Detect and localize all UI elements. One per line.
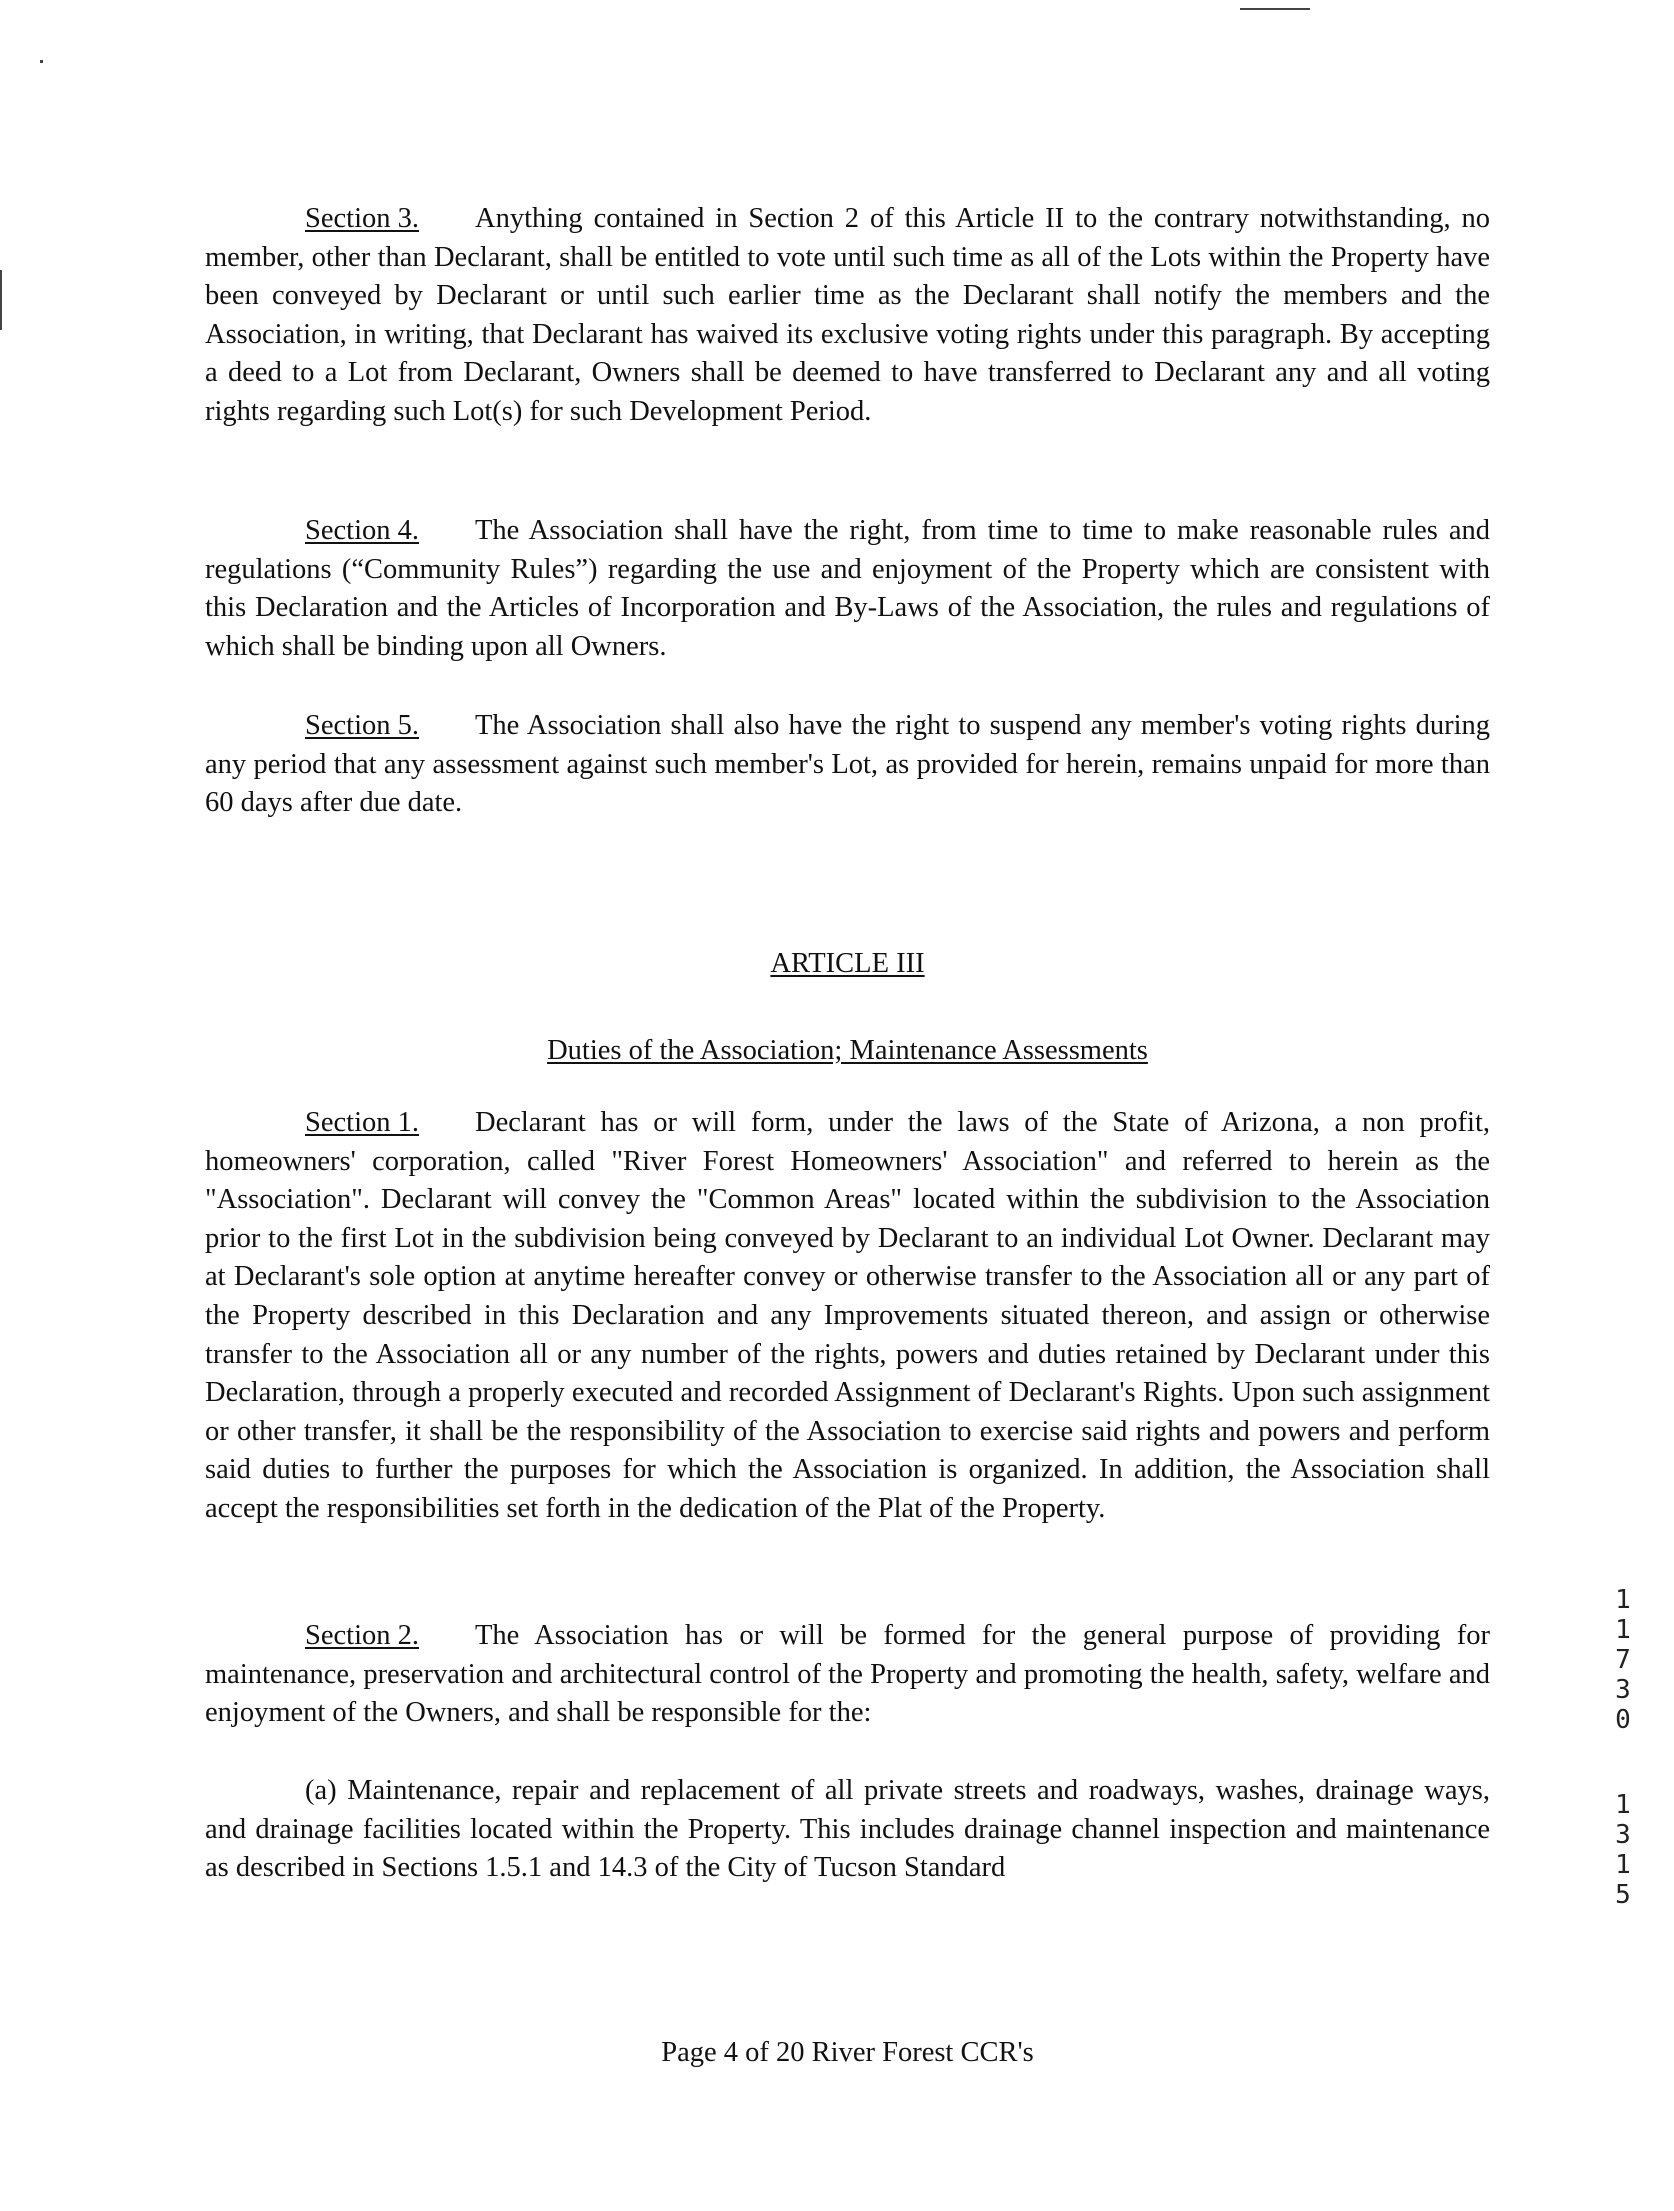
- item-a-text: (a) Maintenance, repair and replacement of all private streets and roadways, washes, drainage ways, and drainage facilities located within the Property. This includes drainage channel inspection and maintenance as described in Sections 1.5.1 and 14.3 of the City of Tucson Standard: [205, 1775, 1490, 1884]
- recording-stamp-bottom: 1 3 1 5: [1615, 1790, 1631, 1910]
- section-5-label: Section 5.: [305, 710, 419, 741]
- section-5-paragraph: [205, 707, 1490, 823]
- section-4-paragraph: [205, 512, 1490, 666]
- scan-mark: [1240, 8, 1310, 10]
- section-5-text: The Association shall also have the right to suspend any member's voting rights during any period that any assessment against such member's Lot, as provided for herein, remains unpaid for more than 60 days after due date.: [205, 710, 1490, 819]
- scan-mark: [40, 60, 43, 63]
- article-title: ARTICLE III: [770, 948, 925, 979]
- scan-mark: [0, 270, 2, 330]
- recording-stamp-top: 1 1 7 3 0: [1615, 1585, 1631, 1735]
- article-section-1-text: Declarant has or will form, under the laws of the State of Arizona, a non profit, homeowners' corporation, called "River Forest Homeowners' Association" and referred to herein as the "Association". Declarant will convey the "Common Areas" located within the subdivision to the Association prior to the first Lot in the subdivision being conveyed by Declarant to an individual Lot Owner. Declarant may at Declarant's sole option at anytime hereafter convey or otherwise transfer to the Association all or any part of the Property described in this Declaration and any Improvements situated thereon, and assign or otherwise transfer to the Association all or any number of the rights, powers and duties retained by Declarant under this Declaration, through a properly executed and recorded Assignment of Declarant's Rights. Upon such assignment or other transfer, it shall be the responsibility of the Association to exercise said rights and powers and perform said duties to further the purposes for which the Association is organized. In addition, the Association shall accept the responsibilities set forth in the dedication of the Plat of the Property.: [205, 1107, 1490, 1524]
- article-section-2-paragraph: [205, 1617, 1490, 1733]
- article-subtitle: Duties of the Association; Maintenance Assessments: [547, 1035, 1148, 1066]
- item-a-paragraph: [205, 1772, 1490, 1888]
- section-3-text: Anything contained in Section 2 of this Article II to the contrary notwithstanding, no member, other than Declarant, shall be entitled to vote until such time as all of the Lots within the Property have been conveyed by Declarant or until such earlier time as the Declarant shall notify the members and the Association, in writing, that Declarant has waived its exclusive voting rights under this paragraph. By accepting a deed to a Lot from Declarant, Owners shall be deemed to have transferred to Declarant any and all voting rights regarding such Lot(s) for such Development Period.: [205, 203, 1490, 427]
- section-3-paragraph: [205, 200, 1490, 432]
- article-section-2-label: Section 2.: [305, 1620, 419, 1651]
- section-3-label: Section 3.: [305, 203, 419, 234]
- page-footer: Page 4 of 20 River Forest CCR's: [661, 2037, 1034, 2068]
- article-section-1-label: Section 1.: [305, 1107, 419, 1138]
- article-section-1-paragraph: [205, 1104, 1490, 1529]
- section-4-label: Section 4.: [305, 515, 419, 546]
- article-section-2-text: The Association has or will be formed for the general purpose of providing for maintenance, preservation and architectural control of the Property and promoting the health, safety, welfare and enjoyment of the Owners, and shall be responsible for the:: [205, 1620, 1490, 1729]
- section-4-text: The Association shall have the right, from time to time to make reasonable rules and regulations (“Community Rules”) regarding the use and enjoyment of the Property which are consistent with this Declaration and the Articles of Incorporation and By-Laws of the Association, the rules and regulations of which shall be binding upon all Owners.: [205, 515, 1490, 662]
